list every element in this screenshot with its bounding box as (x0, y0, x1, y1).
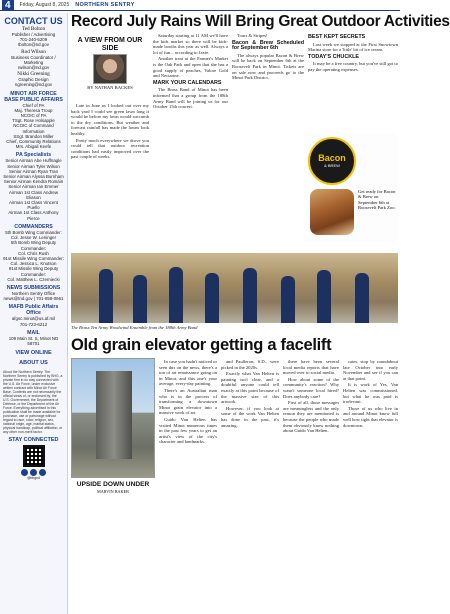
staff-name: Rod Wilson (21, 48, 46, 55)
band-photo-caption: The Brass Ten Army Woodwind Ensemble from the 188th Army Band (71, 325, 198, 330)
sidebar-group-title: MAFB Public Affairs Office (8, 304, 59, 317)
article-paragraph: Those of us who live in and around Minot know full well how tight that elevator is downtown. (343, 405, 398, 428)
staff-email[interactable]: rwilson@nd.gov (17, 65, 50, 71)
sidebar-group-title: MAIL (27, 329, 40, 336)
article-column (308, 33, 398, 74)
sidebar-group-line: 701-723-6212 (19, 321, 48, 327)
staff-role: Publisher / Advertising (11, 32, 56, 37)
sidebar-groups (3, 91, 64, 347)
page-number: 4 (2, 0, 14, 11)
article-column (283, 359, 339, 435)
photo-figure (205, 273, 219, 323)
section-heading: Bacon & Brew Scheduled for September 6th (232, 39, 304, 52)
article-paragraph: Tours & Stripes! (237, 33, 268, 38)
article-paragraph: It may be a free country, but you've still got to pay the operating expenses. (308, 61, 398, 72)
article-paragraph: and Paulleron, S.D., were picked in the 2020s. (221, 359, 279, 370)
stay-connected-title: STAY CONNECTED (8, 437, 59, 444)
column-view-title: A VIEW FROM OUR SIDE (77, 37, 143, 52)
contact-title: CONTACT US (4, 16, 63, 26)
headline-top: Record July Rains Will Bring Great Outdoor Activities (71, 13, 450, 30)
sidebar-group-line: Chief of PA (22, 102, 45, 108)
article-paragraph: The always popular Bacon & Brew will be back on September 6th at the Roosevelt Park in Minot. Tickets are on sale now and proceeds go to the Minot Park District. (232, 52, 304, 81)
sidebar-group-line: 5th Bomb Wing Commander: (5, 229, 62, 235)
paper-name: NORTHERN SENTRY (75, 2, 135, 8)
logo-text-mid: & BREW (324, 163, 340, 168)
sidebar-group-line: SSgt. Brandon Miller (13, 133, 54, 139)
photo-figure (169, 267, 183, 323)
sidebar-group-line: 109 Main St. S, Minot ND 58701 (8, 335, 59, 346)
main-content (71, 13, 450, 494)
date-line: Friday, August 8, 2025 (19, 2, 70, 8)
sidebar-group-line: Maj. Theresa Troup (14, 107, 53, 113)
author-photo (93, 54, 127, 84)
contact-sidebar (0, 13, 68, 614)
staff-name: Ted Bolton (21, 26, 46, 32)
staff-entry (3, 71, 64, 87)
article-paragraph: Last week we stopped at the First Snowtown Marina store for a 'little' bit of ice cream. (308, 41, 398, 53)
article-paragraph: Pretty much everywhere we drove you could tell that outdoor recreation conditions had vastly improved over the past couple of weeks. (71, 137, 149, 160)
article-paragraph: In case you hadn't noticed or seen this on the news, there's a ton of art renaissance going on in Minot, and this one's your average, every-day painting. (159, 359, 217, 387)
about-title: ABOUT US (19, 360, 48, 367)
sidebar-group-line: NCOIC of PA (20, 113, 47, 119)
article-paragraph: Saturday starting at 11 AM we'll have the kids market so there will be kids-made booths this year as well. Always a lot of fun... according to Jaxie. (153, 33, 228, 55)
qr-code-icon[interactable] (23, 445, 45, 467)
article-column (153, 33, 228, 111)
staff-entry (3, 26, 64, 48)
article-paragraph: Guido Van Helten has visited Minot numerous times in the past few years to get an artist's view of the city's character and landmarks. (159, 416, 217, 445)
sidebar-group-line: Senior Airman Alyssa Burnham (3, 174, 64, 180)
sidebar-group-line: 91st Missile Wing Deputy Commander: (8, 266, 59, 277)
staff-email[interactable]: tbolton@nd.gov (18, 42, 49, 48)
sidebar-group-line: Airman 1st Class Anthony Pierce (8, 210, 59, 221)
sidebar-group-title: NEWS SUBMISSIONS (6, 284, 61, 291)
article-paragraph: there have been several local media reports that have moved over to social media. (283, 359, 339, 376)
sidebar-group-line: 91st Missile Wing Commander: (3, 255, 64, 261)
column-view-author: BY NATHAN BACKES (87, 85, 133, 90)
article-paragraph: The Brass Band of Minot has been informed that a group from the 188th Army Band will be joining us for our October 15th concert. (153, 87, 228, 110)
article-column (159, 359, 217, 446)
staff-entry (3, 49, 64, 71)
sidebar-group-line: Mrs. Abigail Keefe (15, 144, 52, 150)
twitter-icon[interactable] (39, 469, 46, 476)
instagram-icon[interactable] (30, 469, 37, 476)
sidebar-group-line: Col. Jesse W. Leninger (10, 235, 57, 241)
social-handle: @bhgnd (27, 476, 40, 481)
grain-elevator-photo (71, 358, 155, 478)
about-fine-print: About the Northern Sentry: The Northern Sentry is published by BHG, a private firm in no way connected with the U.S. Air Force, under exclusive written contract with Minot Air Force Base. Contents are not necessarily the official views of, or endorsed by, the U.S. Government, the Department of Defense, or the Department of the Air Force. Everything advertised in this publication shall be made available for purchase, use or patronage without regard to race, color, religion, sex, national origin, age, marital status, physical handicap, political affiliation, or any other non-merit factor. (3, 370, 63, 435)
sidebar-group-line: news@tnd.gov | 701-858-0661 (3, 296, 64, 302)
sidebar-group-line: Airman 1st Class Vincent Puello (9, 200, 58, 211)
article-paragraph: First of all, those messages are meaningless and the only reason they are mentioned is because the people who made them obviously know nothing about Guido Van Helten. (283, 400, 339, 434)
sidebar-group-title: COMMANDERS (14, 223, 53, 230)
photo-figure (281, 276, 295, 323)
sidebar-group-line: TSgt. Rose Holsapple (12, 118, 55, 124)
sidebar-group-title: MINOT AIR FORCE BASE PUBLIC AFFAIRS (4, 90, 63, 103)
facebook-icon[interactable] (21, 469, 28, 476)
headline-bottom: Old grain elevator getting a facelift (71, 336, 332, 354)
article-paragraph: How about some of the community's reaction? Why wasn't someone local hired? Does anybody care? (283, 376, 339, 399)
article-paragraph: Exactly what Van Helten is painting isn't clear, and a doubtful anyone could tell exactly at this point because of the massive size of this artwork. (221, 371, 279, 405)
column-view-box (71, 37, 149, 99)
elevator-tower (96, 371, 132, 459)
article-column (232, 33, 304, 82)
article-paragraph: cates, stop by roundabout late October into early November and see if you can at that point. (343, 359, 398, 381)
social-icons (3, 469, 64, 476)
article-paragraph: Another treat at the Farmer's Market is the Oak Park and open that she has a good supply of peaches, Valore Gold and Nectarine. (153, 56, 228, 79)
photo-figure (133, 275, 147, 323)
photo-figure (99, 269, 113, 323)
sidebar-group-line: Col. Matthew L. Czerniecki (7, 276, 60, 282)
band-photo (71, 253, 398, 323)
sidebar-group-line: Airman 1st Class Andrew Eliason (8, 189, 59, 200)
sidebar-group-line: Senior Airman Ian Emmer (8, 184, 59, 190)
logo-text-top: Bacon (318, 153, 346, 163)
sidebar-group-line: Northern Sentry Office (11, 290, 56, 296)
section-heading: TODAY'S CHUCKLE (308, 53, 360, 60)
upside-down-author: MARVIN BAKER (97, 489, 129, 494)
article-paragraph: There's an Australian man who is in the process of transforming a downtown Minot grain elevator into a massive work of art. (159, 387, 217, 416)
bacon-brew-logo (308, 137, 356, 185)
article-paragraph: It is work of Yes, Van Helten was commissioned, but what he was paid is irrelevant. (343, 382, 398, 405)
section-heading: MARK YOUR CALENDARS (153, 79, 222, 86)
sidebar-group-line: 5th Bomb Wing Deputy Commander: (10, 240, 57, 251)
sidebar-group-line: afgsc.minot@us.af.mil (11, 316, 56, 322)
article-column (71, 103, 149, 161)
article-column (343, 359, 398, 429)
staff-name: Nikki Greening (17, 71, 50, 78)
section-heading: BEST KEPT SECRETS (308, 34, 366, 40)
sidebar-group-line: Col. Chris Rush (18, 250, 49, 256)
sidebar-group-line: Senior Airman Ryan Tran (8, 168, 59, 174)
view-online-label[interactable]: VIEW ONLINE (15, 350, 52, 357)
sidebar-group-line: Senior Airman Kendra Romain (3, 179, 64, 185)
sidebar-group-title: PA Specialists (15, 152, 52, 159)
photo-figure (243, 268, 257, 323)
article-column (221, 359, 279, 429)
article-paragraph: However, if you look at some of the work Van Helten has done in the past, it's amazing. (221, 405, 279, 428)
page-header (0, 0, 400, 11)
sidebar-group-line: Col. Jessica L. Knutson (10, 261, 57, 267)
photo-figure (355, 273, 369, 323)
staff-role: Business Coordinator / Marketing (11, 54, 56, 65)
bacon-brew-ad (304, 133, 398, 243)
staff-email[interactable]: ngreening@nd.gov (14, 82, 53, 88)
sidebar-group-line: NCOIC of Command Information (13, 123, 54, 134)
article-paragraph: Late in June as I looked out over my back yard I could see green lawn long it would be before my lawn would succumb to the dry conditions. But weather and forecast rainfall has made the lawns look healthy. (71, 103, 149, 136)
sidebar-group-line: Chief, Community Relations (6, 139, 61, 145)
bacon-caption: Get ready for Bacon & Brew on September 6th at Roosevelt Park Zoo. (358, 189, 396, 211)
social-block (3, 437, 64, 480)
food-photo (310, 189, 354, 235)
upside-down-title: UPSIDE DOWN UNDER (76, 481, 150, 488)
sidebar-group-line: Senior Airman Abe Huffnagle (5, 158, 62, 164)
sidebar-group-line: Senior Airman Tyler Wilson (7, 163, 60, 169)
photo-figure (317, 270, 331, 323)
staff-role: Graphic Design (18, 77, 49, 83)
staff-phone: 701-240-5209 (19, 37, 48, 43)
